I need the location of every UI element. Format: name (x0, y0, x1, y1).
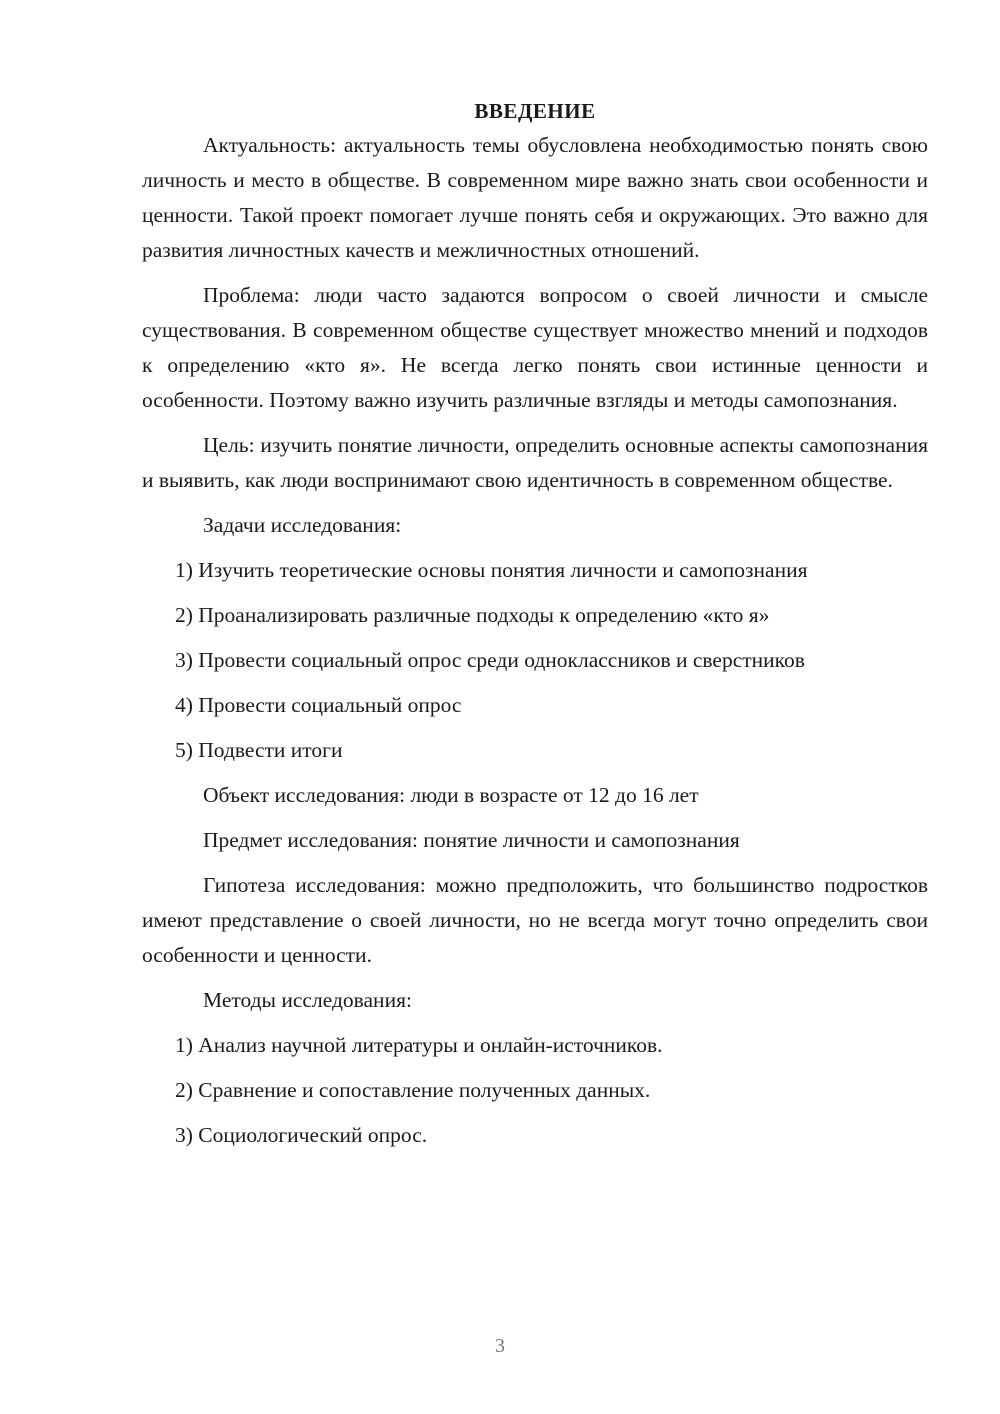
tasks-heading: Задачи исследования: (203, 513, 402, 537)
section-title: ВВЕДЕНИЕ (474, 99, 596, 123)
list-item: 5) Подвести итоги (175, 738, 343, 762)
list-item: 3) Социологический опрос. (175, 1123, 428, 1147)
hypothesis-paragraph: Гипотеза исследования: можно предположить, что большинство подростков имеют представление о своей личности, но не всегда могут точно определить свои особенности и ценности. (142, 873, 928, 967)
list-item: 3) Провести социальный опрос среди одноклассников и сверстников (175, 648, 805, 672)
goal-paragraph: Цель: изучить понятие личности, определить основные аспекты самопознания и выявить, как люди воспринимают свою идентичность в современном обществе. (142, 433, 928, 492)
object-paragraph: Объект исследования: люди в возрасте от 12 до 16 лет (203, 783, 699, 807)
methods-list (142, 1028, 928, 1153)
list-item: 1) Анализ научной литературы и онлайн-источников. (175, 1033, 663, 1057)
list-item: 4) Провести социальный опрос (175, 693, 462, 717)
methods-heading: Методы исследования: (203, 988, 412, 1012)
list-item: 2) Сравнение и сопоставление полученных данных. (175, 1078, 651, 1102)
tasks-list (142, 553, 928, 768)
subject-paragraph: Предмет исследования: понятие личности и самопознания (203, 828, 740, 852)
problem-paragraph: Проблема: люди часто задаются вопросом о своей личности и смысле существования. В современном обществе существует множество мнений и подходов к определению «кто я». Не всегда легко понять свои истинные ценности и особенности. Поэтому важно изучить различные взгляды и методы самопознания. (142, 283, 928, 412)
list-item: 1) Изучить теоретические основы понятия личности и самопознания (175, 558, 808, 582)
list-item: 2) Проанализировать различные подходы к определению «кто я» (175, 603, 770, 627)
relevance-paragraph: Актуальность: актуальность темы обусловлена необходимостью понять свою личность и место в обществе. В современном мире важно знать свои особенности и ценности. Такой проект помогает лучше понять себя и окружающих. Это важно для развития личностных качеств и межличностных отношений. (142, 133, 928, 262)
document-page (142, 96, 928, 1163)
page-number: 3 (495, 1335, 505, 1357)
